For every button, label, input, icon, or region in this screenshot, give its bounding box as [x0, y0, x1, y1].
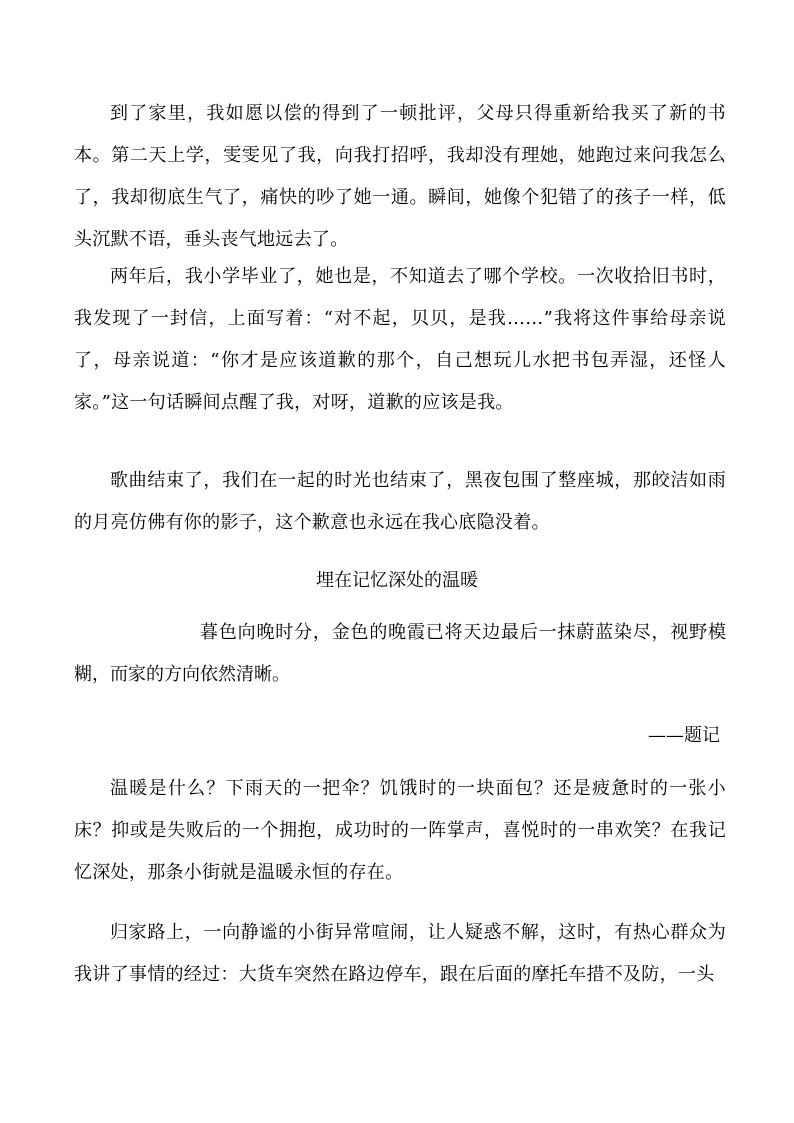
epigraph-text: 暮色向晚时分，金色的晚霞已将天边最后一抹蔚蓝染尽，视野模糊，而家的方向依然清晰。	[74, 622, 726, 685]
paragraph-letter: 两年后，我小学毕业了，她也是，不知道去了哪个学校。一次收拾旧书时，我发现了一封信，上面写着：“对不起，贝贝，是我……”我将这件事给母亲说了，母亲说道：“你才是应该道歉的那个，自己想玩儿水把书包弄湿，还怪人家。”这一句话瞬间点醒了我，对呀，道歉的应该是我。	[74, 266, 726, 413]
paragraph-what-is-warmth: 温暖是什么？下雨天的一把伞？饥饿时的一块面包？还是疲惫时的一张小床？抑或是失败后的一个拥抱，成功时的一阵掌声，喜悦时的一串欢笑？在我记忆深处，那条小街就是温暖永恒的存在。	[74, 778, 726, 883]
paragraph-scolded: 到了家里，我如愿以偿的得到了一顿批评，父母只得重新给我买了新的书本。第二天上学，雯雯见了我，向我打招呼，我却没有理她，她跑过来问我怎么了，我却彻底生气了，痛快的吵了她一通。瞬间，她像个犯错了的孩子一样，低头沉默不语，垂头丧气地远去了。	[74, 103, 726, 250]
paragraph-way-home: 归家路上，一向静谧的小街异常喧闹，让人疑惑不解，这时，有热心群众为我讲了事情的经过：大货车突然在路边停车，跟在后面的摩托车措不及防，一头	[74, 922, 726, 985]
paragraph-song-ends: 歌曲结束了，我们在一起的时光也结束了，黑夜包围了整座城，那皎洁如雨的月亮仿佛有你的影子，这个歉意也永远在我心底隐没着。	[74, 470, 726, 533]
epigraph-signature: ——题记	[648, 725, 720, 746]
essay-title: 埋在记忆深处的温暖	[316, 570, 478, 591]
